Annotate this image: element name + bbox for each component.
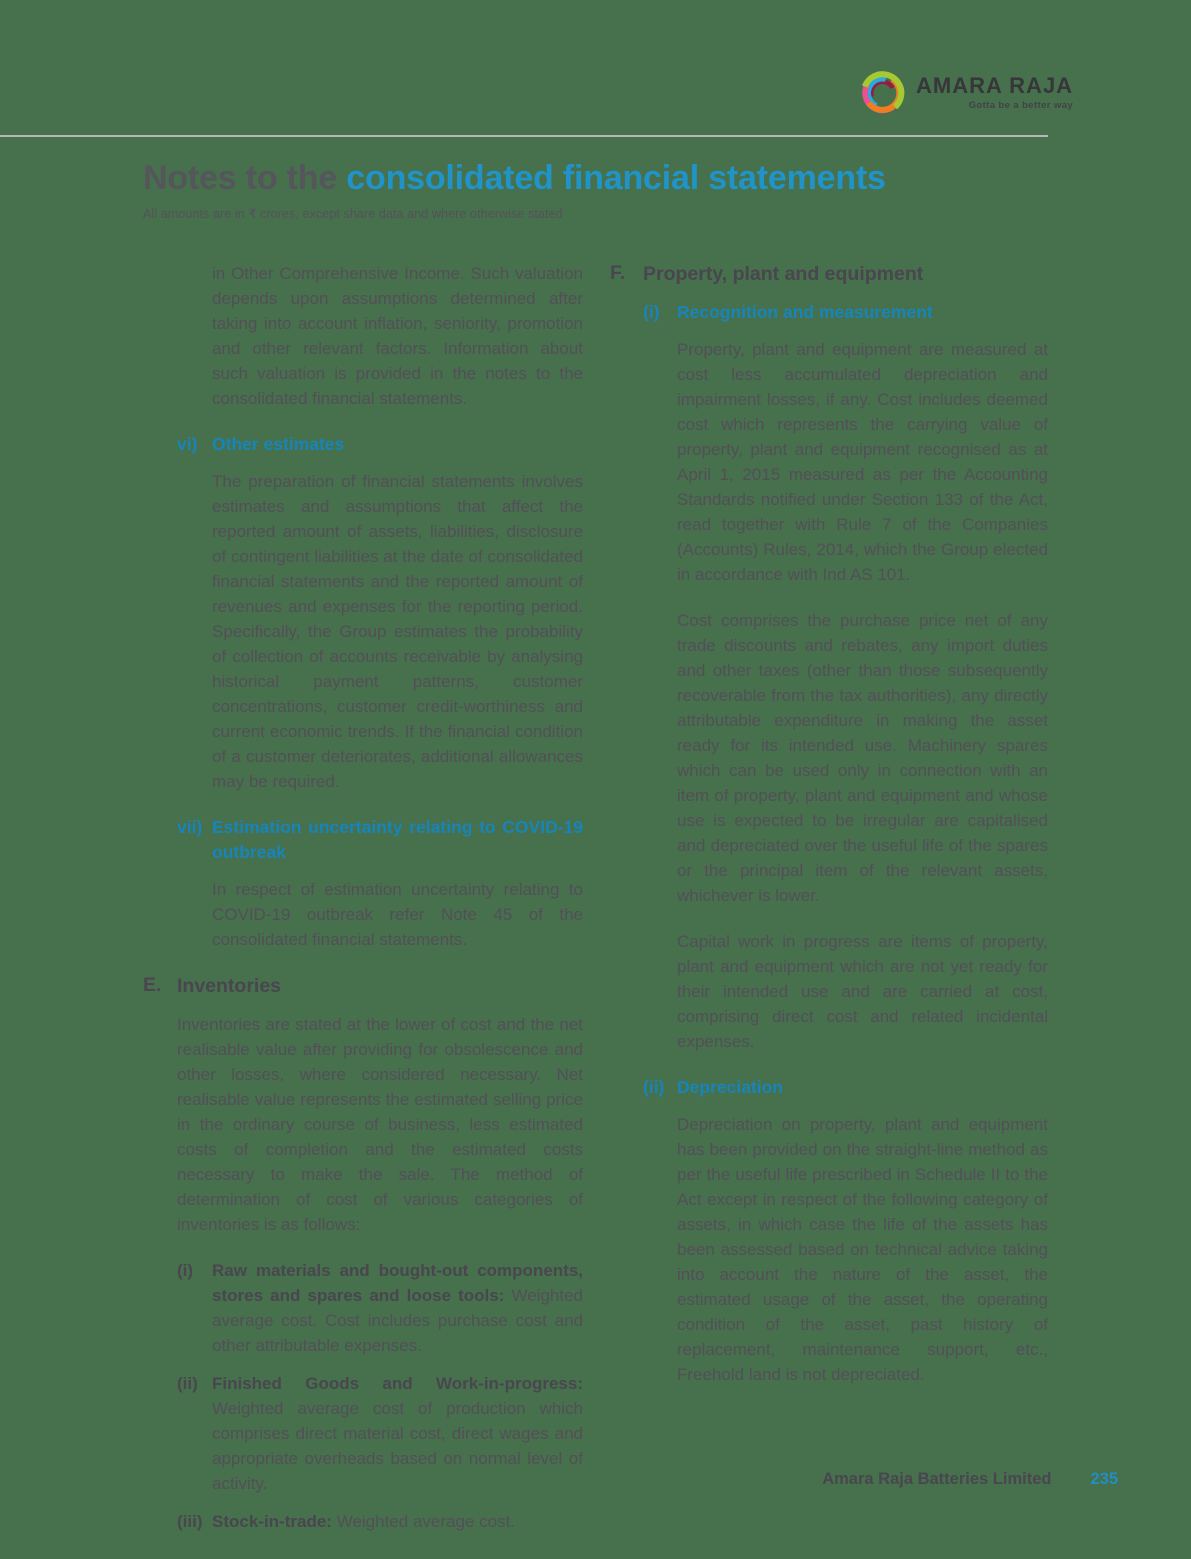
inventory-item-label: (ii) [177,1374,198,1393]
inventory-item-stock-in-trade [177,1509,583,1534]
section-e-label: E. [143,974,162,996]
inventory-item-body: Weighted average cost. [336,1512,515,1531]
inventory-item-text [212,1258,583,1358]
subsection-i-heading: Recognition and measurement [677,302,933,322]
section-f-heading: Property, plant and equipment [643,263,924,285]
page-footer [822,1470,1118,1489]
inventory-item-body: Weighted average cost of production which comprises direct material cost, direct wages and appropriate overheads based on normal level of activity. [212,1399,583,1493]
section-vii-content [212,815,583,952]
inventory-item-finished-goods [177,1371,583,1496]
amara-raja-logo [859,66,1073,120]
subsection-ii-heading: Depreciation [677,1077,783,1097]
footer-company-name: Amara Raja Batteries Limited [822,1470,1052,1488]
section-vi-heading: Other estimates [212,434,345,454]
paragraph-continuation: in Other Comprehensive Income. Such valuation depends upon assumptions determined after taking into account inflation, seniority, promotion and other relevant factors. Information about such valuation is provided in the notes to the consolidated financial statements. [212,264,583,408]
recognition-paragraph-2: Cost comprises the purchase price net of any trade discounts and rebates, any import duties and other taxes (other than those subsequently recoverable from the tax authorities), any directly attributable expenditure in making the asset ready for its intended use. Machinery spares which can be used only in connection with an item of property, plant and equipment and whose use is expected to be irregular are capitalised and depreciated over the useful life of the spares or the principal item of the relevant assets, whichever is lower. [677,611,1048,905]
logo-tagline: Gotta be a better way [968,100,1074,112]
page-subtitle: All amounts are in ₹ crores, except share data and where otherwise stated [143,207,563,222]
section-vi-content [212,432,583,794]
section-vii-label: vii) [177,817,203,837]
header-divider [0,135,1048,137]
section-vii-heading: Estimation uncertainty relating to COVID-19 outbreak [212,817,583,862]
inventory-item-body: Weighted average cost. Cost includes purchase cost and other attributable expenses. [212,1286,583,1355]
subsection-i-content [677,300,1048,1054]
subsection-i-recognition [643,300,1048,1054]
section-vii-covid-uncertainty [177,815,583,952]
brand-swirl-icon [859,66,906,120]
inventory-item-text [212,1509,583,1534]
section-vii-paragraph: In respect of estimation uncertainty relating to COVID-19 outbreak refer Note 45 of the consolidated financial statements. [212,880,583,949]
subsection-i-label: (i) [643,302,660,322]
footer-page-number: 235 [1090,1470,1118,1488]
recognition-paragraph-3: Capital work in progress are items of property, plant and equipment which are not yet ready for their intended use and are carried at cost, comprising direct cost and related incidental expenses. [677,932,1048,1051]
inventory-item-lead: Finished Goods and Work-in-progress: [212,1374,583,1393]
subsection-ii-label: (ii) [643,1077,665,1097]
logo-brand-text: AMARA RAJA [916,73,1074,99]
subsection-ii-content [677,1075,1048,1387]
section-e-heading: Inventories [177,975,282,997]
page-title-blue: consolidated financial statements [346,159,886,197]
right-column [610,261,1048,1559]
depreciation-paragraph: Depreciation on property, plant and equipment has been provided on the straight-line method as per the useful life prescribed in Schedule II to the Act except in respect of the following category of assets, in which case the life of the assets has been assessed based on technical advice taking into account the nature of the asset, the estimated usage of the asset, the operating condition of the asset, past history of replacement, maintenance support, etc., Freehold land is not depreciated. [677,1115,1048,1384]
title-block [143,160,1048,221]
recognition-paragraph-1: Property, plant and equipment are measured at cost less accumulated depreciation and impairment losses, if any. Cost includes deemed cost which represents the carrying value of property, plant and equipment recognised as at April 1, 2015 measured as per the Accounting Standards notified under Section 133 of the Act, read together with Rule 7 of the Companies (Accounts) Rules, 2014, which the Group elected in accordance with Ind AS 101. [677,340,1048,584]
content-columns [143,261,1048,1559]
page-title-gray: Notes to the [143,159,347,197]
section-vi-label: vi) [177,434,198,454]
inventory-item-raw-materials [177,1258,583,1358]
page-title [143,160,1048,197]
inventory-item-text [212,1371,583,1496]
inventory-item-label: (i) [177,1261,194,1280]
section-vi-paragraph: The preparation of financial statements involves estimates and assumptions that affect the reported amount of assets, liabilities, disclosure of contingent liabilities at the date of consolidated financial statements and the reported amount of revenues and expenses for the reporting period. Specifically, the Group estimates the probability of collection of accounts receivable by analysing historical payment patterns, customer concentrations, customer credit-worthiness and current economic trends. If the financial condition of a customer deteriorates, additional allowances may be required. [212,472,583,791]
section-e-inventories [143,973,583,1547]
inventory-item-lead: Raw materials and bought-out components, stores and spares and loose tools: [212,1261,583,1305]
section-e-content [177,973,583,1547]
inventory-item-label: (iii) [177,1512,203,1531]
inventory-item-lead: Stock-in-trade: [212,1512,332,1531]
section-f-content [643,261,1048,1408]
section-f-property-plant-equipment [610,261,1048,1408]
section-f-label: F. [610,262,626,284]
section-e-paragraph: Inventories are stated at the lower of cost and the net realisable value after providing for obsolescence and other losses, where considered necessary. Net realisable value represents the estimated selling price in the ordinary course of business, less estimated costs of completion and the estimated costs necessary to make the sale. The method of determination of cost of various categories of inventories is as follows: [177,1015,583,1234]
section-vi-other-estimates [177,432,583,794]
logo-text [916,75,1073,111]
left-column [143,261,583,1559]
subsection-ii-depreciation [643,1075,1048,1387]
